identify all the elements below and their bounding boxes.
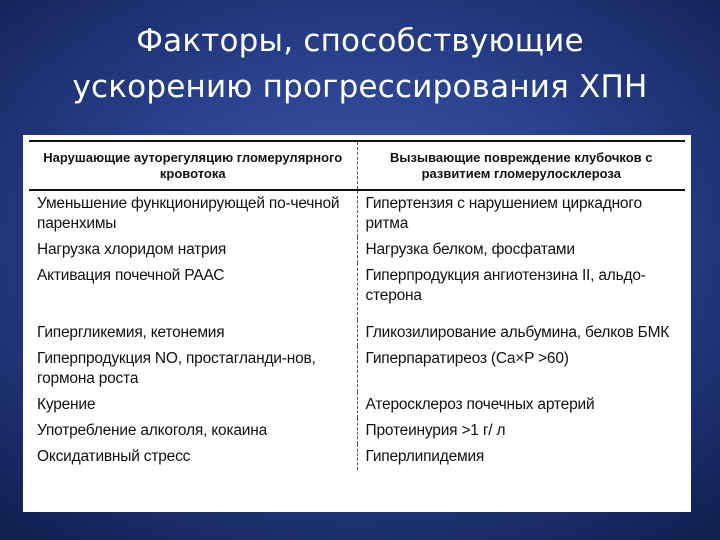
table-row [29,346,685,392]
table-cell-right: Гликозилирование альбумина, белков БМК [365,324,670,341]
table-header-row [29,141,685,190]
table-row [29,418,685,444]
table-cell-right: Атеросклероз почечных артерий [365,396,595,413]
table-cell-left: Активация почечной РААС [29,263,357,320]
table-cell-right: Гиперлипидемия [365,448,485,465]
table-cell-right: Протеинурия >1 г/ л [365,422,506,439]
table-cell-left: Курение [29,392,357,418]
table-row [29,237,685,263]
table-cell-left: Гипергликемия, кетонемия [29,320,357,346]
header-autoregulation: Нарушающие ауторегуляцию гломерулярного кровотока [29,141,357,190]
factors-table [29,140,685,470]
table-cell-left: Употребление алкоголя, кокаина [29,418,357,444]
table-cell-left: Оксидативный стресс [29,444,357,470]
table-cell-left: Гиперпродукция NO, простагланди-нов, гормона роста [29,346,357,392]
slide-title-line-1: Факторы, способствующие [136,23,584,59]
slide-title [0,18,720,110]
table-row [29,392,685,418]
table-cell-right: Гиперпродукция ангиотензина II, альдо-стерона [365,267,646,304]
table-row [29,263,685,320]
table-cell-right: Нагрузка белком, фосфатами [365,241,575,258]
table-cell-left: Уменьшение функционирующей по-чечной паренхимы [29,190,357,237]
factors-table-panel [23,135,691,512]
table-cell-right: Гипертензия с нарушением циркадного ритма [365,195,642,232]
table-row [29,444,685,470]
header-glomerular-damage: Вызывающие повреждение клубочков с развитием гломерулосклероза [390,150,653,181]
table-row [29,190,685,237]
table-cell-left: Нагрузка хлоридом натрия [29,237,357,263]
table-cell-right: Гиперпаратиреоз (Ca×P >60) [365,350,569,367]
slide-title-line-2: ускорению прогрессирования ХПН [72,69,648,105]
table-row [29,320,685,346]
